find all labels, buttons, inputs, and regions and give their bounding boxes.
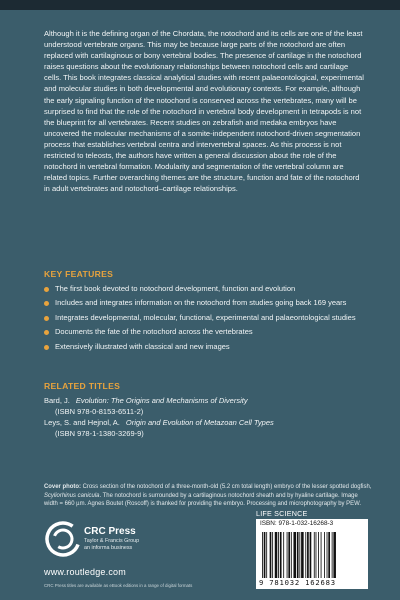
barcode-bar [266, 532, 267, 578]
top-band [0, 0, 400, 10]
barcode-bar [288, 532, 290, 578]
bullet-icon [44, 301, 49, 306]
barcode-bar [327, 532, 328, 578]
isbn-label: ISBN: 978-1-032-16268-3 [260, 520, 334, 527]
publisher-name: CRC Press [84, 526, 136, 537]
barcode-bar [324, 532, 325, 578]
barcode-bar [321, 532, 322, 578]
key-feature-item: Includes and integrates information on the notochord from studies going back 169 years [44, 298, 369, 309]
related-title-item [44, 418, 364, 439]
barcode-bar [280, 532, 282, 578]
barcode-bar [262, 532, 263, 578]
related-isbn: (ISBN 978-1-1380-3269-9) [55, 428, 144, 438]
barcode-block [256, 509, 368, 589]
bullet-icon [44, 345, 49, 350]
ebook-footnote: CRC Press titles are available as eBook editions in a range of digital formats [44, 583, 193, 588]
barcode-bar [264, 532, 266, 578]
barcode-bar [307, 532, 309, 578]
barcode-bar [332, 532, 333, 578]
subject-label: LIFE SCIENCE [256, 509, 308, 518]
related-titles-list [44, 396, 364, 440]
barcode-number: 9 781032 162683 [259, 578, 336, 587]
barcode-bar [272, 532, 273, 578]
barcode-bar [287, 532, 288, 578]
bullet-icon [44, 330, 49, 335]
barcode-bar [318, 532, 319, 578]
key-feature-item: Integrates developmental, molecular, functional, experimental and palaeontological studies [44, 313, 369, 324]
related-book-title: Evolution: The Origins and Mechanisms of Diversity [75, 396, 248, 405]
barcode-bar [278, 532, 279, 578]
barcode-bar [316, 532, 317, 578]
related-authors: Leys, S. and Hejnol, A. [44, 418, 120, 427]
key-feature-item: Extensively illustrated with classical and new images [44, 342, 369, 353]
barcode-bar [283, 532, 284, 578]
barcode-panel [256, 519, 368, 589]
barcode-bar [305, 532, 306, 578]
barcode-bar [275, 532, 278, 578]
key-feature-item: The first book devoted to notochord development, function and evolution [44, 284, 369, 295]
related-authors: Bard, J. [44, 396, 70, 405]
species-name: Scyliorhinus canicula [44, 492, 100, 499]
barcode-image [260, 532, 364, 578]
related-book-title: Origin and Evolution of Metazoan Cell Types [125, 418, 274, 427]
barcode-bar [310, 532, 312, 578]
publisher-group: Taylor & Francis Group an informa business [84, 538, 140, 551]
bullet-icon [44, 287, 49, 292]
publisher-url[interactable]: www.routledge.com [44, 567, 126, 577]
key-features-list [44, 284, 369, 356]
related-titles-heading: RELATED TITLES [44, 381, 121, 391]
key-features-heading: KEY FEATURES [44, 269, 114, 279]
cover-photo-label: Cover photo: [44, 484, 81, 490]
blurb-paragraph: Although it is the defining organ of the Chordata, the notochord and its cells are one of the least understood vertebrate organs. This may be because large parts of the notochord are often replaced with cartilaginous or bony vertebral bodies. The presence of cartilage in the notochord raises questions about the evolutionary relationships between notochord cells and cartilage cells. This book integrates classical analytical studies with recent palaeontological, experimental and molecular studies in both developmental and evolutionary contexts. For example, although the early signaling function of the notochord is conserved across the vertebrates, many will be surprised to find that the role of the notochord in vertebral body development in tetrapods is not the blueprint for all vertebrates. Recent studies on zebrafish and medaka embryos have uncovered the molecular mechanisms of a somite-independent notochord-driven segmentation process that establishes vertebral centra and intervertebral spaces. As this process is not restricted to teleosts, the authors have written a general discussion about the role of the notochord in vertebral formation. Modularity and segmentation of the vertebral column are related topics. Further overarching themes are the structure, function and fate of the notochord in adult vertebrates and notochord–cartilage relationships. [44, 29, 364, 194]
key-feature-item: Documents the fate of the notochord across the vertebrates [44, 327, 369, 338]
barcode-bar [328, 532, 330, 578]
barcode-bar [293, 532, 296, 578]
barcode-bar [291, 532, 292, 578]
barcode-bar [301, 532, 304, 578]
barcode-bar [297, 532, 299, 578]
related-isbn: (ISBN 978-0-8153-6511-2) [55, 406, 144, 416]
barcode-bar [299, 532, 300, 578]
crc-press-logo-icon [44, 520, 82, 558]
barcode-bar [314, 532, 315, 578]
publisher-logo [44, 520, 204, 580]
related-title-item [44, 396, 364, 417]
cover-photo-caption: Cover photo: Cross section of the notochord of a three-month-old (5.2 cm total length) embryo of the lesser spotted dogfish, Scyliorhinus canicula. The notochord is surrounded by a cartilaginous notochord sheath and by hyaline cartilage. Image width = 660 µm. Agnes Boutet (Roscoff) is thanked for providing the embryo. Processing and microphotography by PEW. [44, 484, 372, 508]
barcode-bar [333, 532, 336, 578]
barcode-bar [270, 532, 272, 578]
bullet-icon [44, 316, 49, 321]
